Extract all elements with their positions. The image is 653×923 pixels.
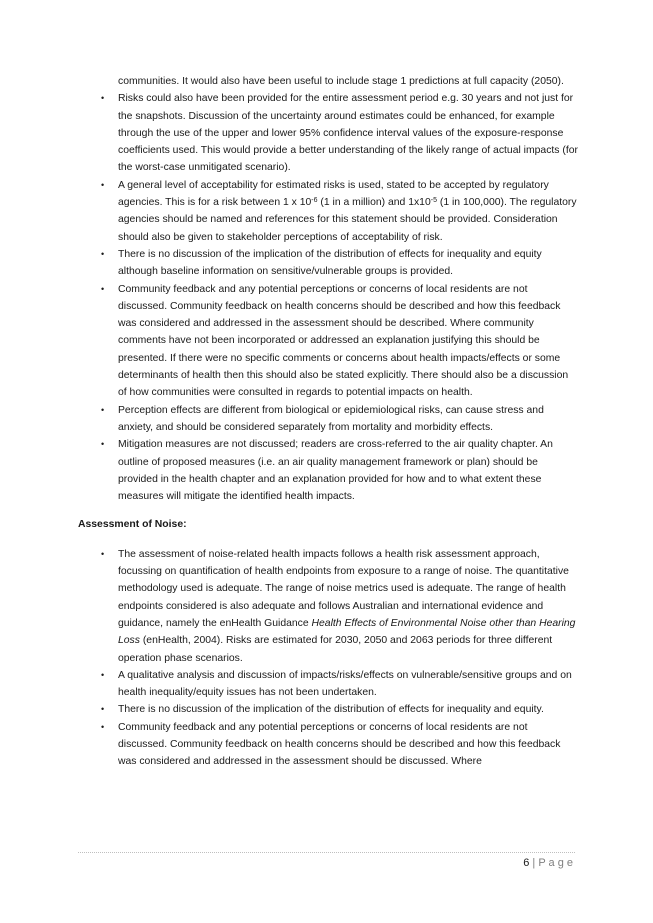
- continuation-paragraph: communities. It would also have been useful to include stage 1 predictions at full capacity (2050).: [118, 76, 564, 87]
- list-item: [78, 667, 578, 702]
- exponent: -6: [311, 197, 318, 205]
- air-quality-bullet-list: [78, 90, 578, 505]
- guidance-title: Health Effects of Environmental Noise other than Hearing Loss: [118, 617, 576, 647]
- bullet-text: Mitigation measures are not discussed; readers are cross-referred to the air quality chapter. An outline of proposed measures (i.e. an air quality management framework or plan) should be provided in the health chapter and an explanation provided for how and to what extent these measures will mitigate the identified health impacts.: [118, 439, 553, 503]
- page-footer: [523, 857, 573, 869]
- page-label: P a g e: [538, 857, 573, 869]
- bullet-text: Risks could also have been provided for the entire assessment period e.g. 30 years and not just for the snapshots. Discussion of the uncertainty around estimates could be enhanced, for example through the use of the upper and lower 95% confidence interval values of the exposure-response coefficients used. This would provide a better understanding of the likely range of actual impacts (for the worst-case unmitigated scenario).: [118, 93, 578, 174]
- bullet-text: (1 in 100,000). The regulatory agencies should be named and references for this statement should be provided. Consideration should also be given to stakeholder perceptions of acceptability of risk.: [118, 197, 577, 243]
- bullet-text: There is no discussion of the implication of the distribution of effects for inequality and equity although baseline information on sensitive/vulnerable groups is provided.: [118, 248, 542, 278]
- list-item: [78, 281, 578, 402]
- bullet-text: (enHealth, 2004). Risks are estimated for 2030, 2050 and 2063 periods for three different operation phase scenarios.: [118, 635, 553, 664]
- bullet-text: Perception effects are different from biological or epidemiological risks, can cause stress and anxiety, and should be considered separately from mortality and morbidity effects.: [118, 404, 544, 433]
- exponent: -5: [430, 197, 437, 205]
- bullet-text: A general level of acceptability for estimated risks is used, stated to be accepted by regulatory agencies. This is for a risk between 1 x 10: [118, 179, 549, 209]
- list-item: [78, 246, 578, 281]
- bullet-icon: •: [101, 704, 105, 715]
- page-body: [78, 73, 578, 771]
- footer-divider: [78, 852, 575, 853]
- list-item: [78, 546, 578, 667]
- bullet-icon: •: [101, 548, 105, 559]
- bullet-icon: •: [101, 248, 105, 259]
- noise-bullet-list: [78, 546, 578, 771]
- bullet-icon: •: [101, 404, 105, 415]
- bullet-icon: •: [101, 439, 105, 450]
- list-item: [78, 402, 578, 437]
- bullet-icon: •: [101, 721, 105, 732]
- bullet-text: The assessment of noise-related health impacts follows a health risk assessment approach, focussing on quantification of health endpoints from exposure to a range of noise. The quantitative methodology used is adequate. The range of noise metrics used is adequate. The range of health endpoints considered is also adequate and follows Australian and international evidence and guidance, namely the enHealth Guidance: [118, 548, 569, 629]
- bullet-icon: •: [101, 669, 105, 680]
- list-item: [78, 90, 578, 176]
- list-item: [78, 701, 578, 718]
- bullet-text: Community feedback and any potential perceptions or concerns of local residents are not discussed. Community feedback on health concerns should be described and how this feedback was considered and addressed in the assessment should be described. Where community comments have not been incorporated or addressed an explanation justifying this should be presented. If there were no specific comments or concerns about health impacts/effects or some determinants of health then this should also be stated explicitly. There should also be a discussion of how communities were consulted in regards to potential impacts on health.: [118, 283, 569, 399]
- footer-separator: |: [532, 857, 536, 869]
- section-heading-noise: Assessment of Noise:: [78, 519, 187, 531]
- bullet-text: (1 in a million) and 1x10: [317, 197, 431, 209]
- list-item-acceptability: [78, 177, 578, 246]
- bullet-icon: •: [101, 179, 105, 190]
- list-item: [78, 436, 578, 505]
- bullet-text: There is no discussion of the implication of the distribution of effects for inequality and equity.: [118, 704, 544, 716]
- bullet-text: Community feedback and any potential perceptions or concerns of local residents are not discussed. Community feedback on health concerns should be described and how this feedback was considered and addressed in the assessment should be discussed. Where: [118, 721, 561, 768]
- bullet-icon: •: [101, 283, 105, 294]
- bullet-icon: •: [101, 93, 105, 104]
- list-item: [78, 719, 578, 771]
- bullet-text: A qualitative analysis and discussion of impacts/risks/effects on vulnerable/sensitive groups and on health inequality/equity issues has not been undertaken.: [118, 669, 572, 699]
- page-number: 6: [523, 857, 530, 869]
